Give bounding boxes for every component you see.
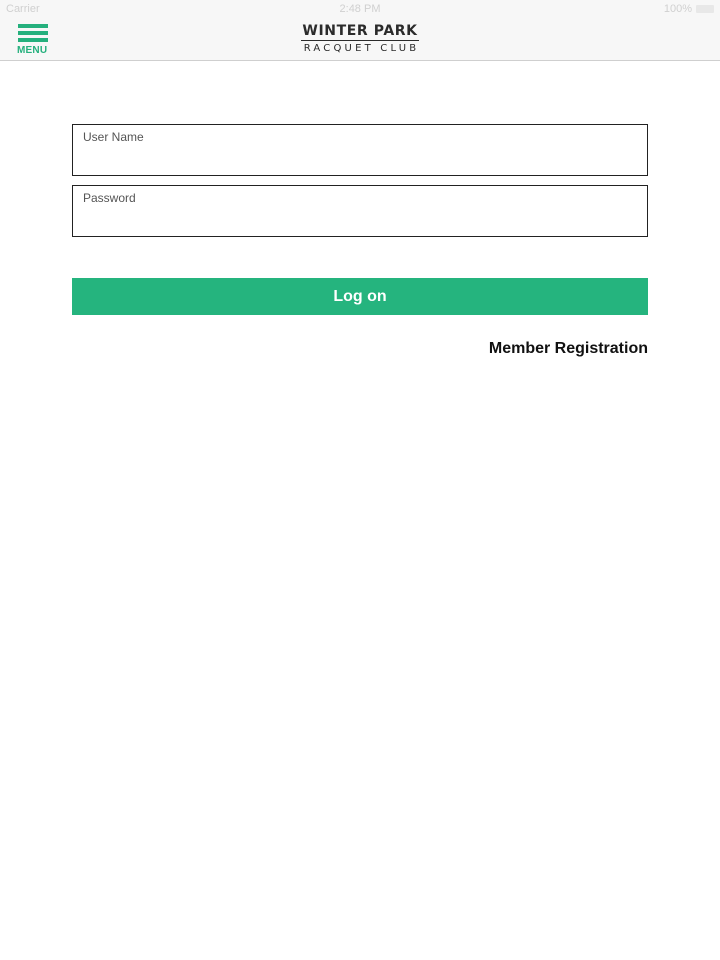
status-bar [0,0,720,20]
username-field[interactable] [72,124,648,176]
menu-label: MENU [17,45,48,56]
username-label: User Name [83,130,144,144]
battery-percent: 100% [663,3,692,15]
status-time: 2:48 PM [339,3,381,15]
username-input[interactable] [82,149,638,171]
logo-title: WINTER PARK [302,23,418,39]
logon-button[interactable]: Log on [72,278,648,315]
battery-status [664,3,714,15]
member-registration-link[interactable]: Member Registration [488,340,648,357]
carrier-text: Carrier [6,3,40,15]
club-logo [0,22,720,55]
password-input[interactable] [82,210,638,232]
password-label: Password [83,191,136,205]
login-form [72,124,648,357]
logo-subtitle: RACQUET CLUB [303,43,420,54]
password-field[interactable] [72,185,648,237]
battery-icon [696,5,714,13]
